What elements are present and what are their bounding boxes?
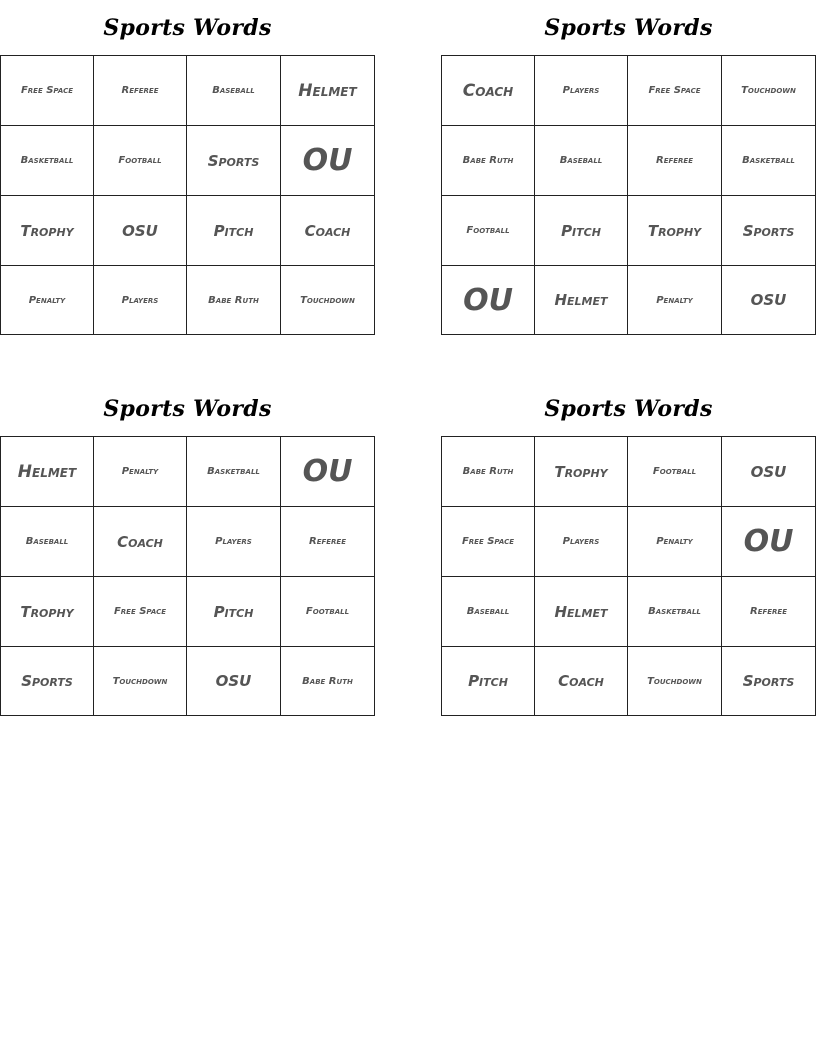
grid-cell: Pitch — [442, 647, 535, 716]
grid-cell: Pitch — [187, 577, 281, 647]
grid-cell: Baseball — [535, 126, 628, 196]
grid-cell: OU — [722, 507, 816, 577]
grid-cell: Baseball — [442, 577, 535, 647]
grid-cell: Basketball — [1, 126, 94, 196]
grid-cell: Touchdown — [94, 647, 187, 716]
grid-cell: Penalty — [94, 437, 187, 507]
grid-cell: Helmet — [281, 56, 375, 126]
grid-cell: Baseball — [1, 507, 94, 577]
grid-cell: OSU — [187, 647, 281, 716]
grid-cell: Free Space — [442, 507, 535, 577]
grid-cell: Referee — [281, 507, 375, 577]
card-title: Sports Words — [103, 15, 272, 41]
grid-cell: OU — [442, 266, 535, 335]
grid-cell: Referee — [722, 577, 816, 647]
grid-cell: OU — [281, 126, 375, 196]
grid-cell: Sports — [722, 647, 816, 716]
grid-cell: Sports — [1, 647, 94, 716]
grid-cell: Helmet — [1, 437, 94, 507]
grid-cell: Players — [94, 266, 187, 335]
grid-cell: Helmet — [535, 266, 628, 335]
card-title: Sports Words — [544, 15, 713, 41]
bingo-grid — [0, 55, 375, 335]
grid-cell: Football — [281, 577, 375, 647]
grid-cell: Babe Ruth — [442, 437, 535, 507]
grid-cell: Football — [442, 196, 535, 266]
grid-cell: Referee — [94, 56, 187, 126]
bingo-grid — [441, 436, 816, 716]
card-title: Sports Words — [103, 396, 272, 422]
grid-cell: Coach — [94, 507, 187, 577]
grid-cell: Basketball — [722, 126, 816, 196]
card-title: Sports Words — [544, 396, 713, 422]
grid-cell: Penalty — [1, 266, 94, 335]
grid-cell: Babe Ruth — [187, 266, 281, 335]
grid-cell: Basketball — [187, 437, 281, 507]
grid-cell: Coach — [535, 647, 628, 716]
grid-cell: Pitch — [535, 196, 628, 266]
grid-cell: Trophy — [1, 196, 94, 266]
grid-cell: Sports — [722, 196, 816, 266]
bingo-grid — [441, 55, 816, 335]
grid-cell: Free Space — [628, 56, 722, 126]
grid-cell: Basketball — [628, 577, 722, 647]
grid-cell: Baseball — [187, 56, 281, 126]
grid-cell: Players — [187, 507, 281, 577]
grid-cell: Trophy — [535, 437, 628, 507]
grid-cell: Pitch — [187, 196, 281, 266]
grid-cell: Babe Ruth — [281, 647, 375, 716]
grid-cell: Trophy — [628, 196, 722, 266]
grid-cell: Trophy — [1, 577, 94, 647]
grid-cell: OSU — [722, 437, 816, 507]
grid-cell: Football — [94, 126, 187, 196]
grid-cell: Touchdown — [281, 266, 375, 335]
grid-cell: OU — [281, 437, 375, 507]
grid-cell: Players — [535, 507, 628, 577]
grid-cell: Players — [535, 56, 628, 126]
grid-cell: Free Space — [94, 577, 187, 647]
grid-cell: Penalty — [628, 266, 722, 335]
grid-cell: Babe Ruth — [442, 126, 535, 196]
grid-cell: Penalty — [628, 507, 722, 577]
grid-cell: Football — [628, 437, 722, 507]
grid-cell: Coach — [281, 196, 375, 266]
grid-cell: OSU — [722, 266, 816, 335]
grid-cell: Touchdown — [628, 647, 722, 716]
grid-cell: Touchdown — [722, 56, 816, 126]
grid-cell: Helmet — [535, 577, 628, 647]
grid-cell: Referee — [628, 126, 722, 196]
grid-cell: OSU — [94, 196, 187, 266]
bingo-grid — [0, 436, 375, 716]
grid-cell: Sports — [187, 126, 281, 196]
grid-cell: Free Space — [1, 56, 94, 126]
grid-cell: Coach — [442, 56, 535, 126]
